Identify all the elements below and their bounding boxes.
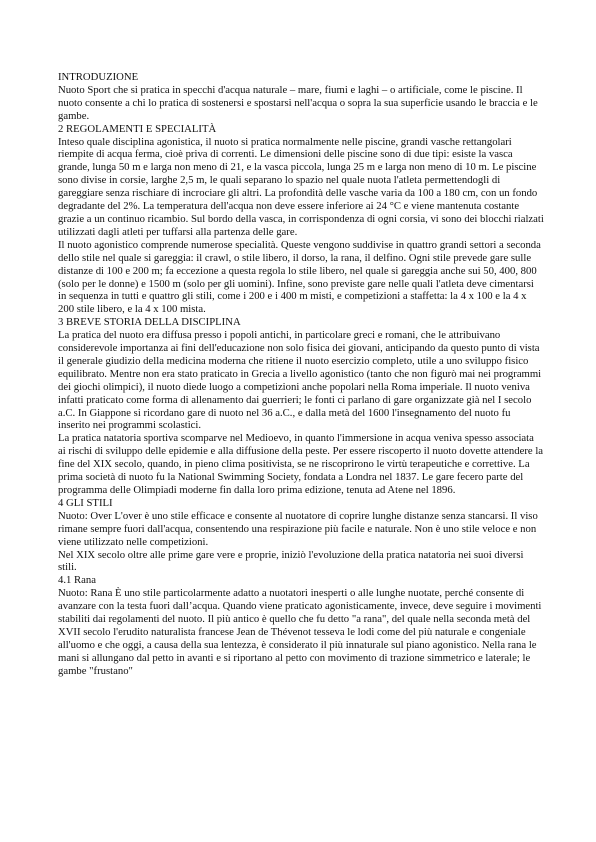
- section-2-paragraph-1: Inteso quale disciplina agonistica, il nuoto si pratica normalmente nelle piscine, grandi vasche rettangolari riempite di acqua ferma, cioè priva di correnti. Le dimensioni delle piscine sono di due tipi: esiste la vasca grande, lunga 50 m e larga non meno di 21, e la vasca piccola, lunga 25 m e larga non meno di 10 m. Le piscine sono divise in corsie, larghe 2,5 m, le quali separano lo spazio nel quale nuota l'atleta permettendogli di gareggiare senza rischiare di incrociare gli altri. La profondità delle vasche varia da 100 a 180 cm, con un fondo degradante del 2%. La temperatura dell'acqua non deve essere inferiore ai 24 °C e viene mantenuta costante grazie a un continuo ricambio. Sul bordo della vasca, in corrispondenza di ogni corsia, vi sono dei blocchi rialzati utilizzati dagli atleti per tuffarsi alla partenza delle gare.: [58, 135, 544, 238]
- subsection-4-1-paragraph: Nuoto: Rana È uno stile particolarmente adatto a nuotatori inesperti o alle lunghe nuotate, perché consente di avanzare con la testa fuori dall’acqua. Quando viene praticato agonisticamente, invece, deve seguire i movimenti stabiliti dai regolamenti del nuoto. Il più antico è quello che fu detto "a rana", del quale nella seconda metà del XVII secolo l'erudito naturalista francese Jean de Thévenot tesseva le lodi come del più naturale e congeniale all'uomo e che oggi, a causa della sua lentezza, è considerato il più innaturale sul piano agonistico. Nella rana le mani si allungano dal petto in avanti e si riportano al petto con movimento di trazione simmetrico e laterale; le gambe "frustano": [58, 587, 542, 677]
- section-4-paragraph-1: Nuoto: Over L'over è uno stile efficace e consente al nuotatore di coprire lunghe distanze senza stancarsi. Il viso rimane sempre fuori dall'acqua, consentendo una respirazione più facile e naturale. Non è uno stile veloce e non viene utilizzato nelle competizioni.: [58, 509, 538, 548]
- intro-paragraph: Nuoto Sport che si pratica in specchi d'acqua naturale – mare, fiumi e laghi – o artificiale, come le piscine. Il nuoto consente a chi lo pratica di sostenersi e spostarsi nell'acqua o sopra la sua superficie usando le braccia e le gambe.: [58, 83, 538, 122]
- section-3-paragraph-2: La pratica natatoria sportiva scomparve nel Medioevo, in quanto l'immersione in acqua veniva spesso associata ai rischi di sviluppo delle epidemie e alla diffusione della peste. Per essere riscoperto il nuoto dovette attendere la fine del XIX secolo, quando, in pieno clima positivista, se ne riscoprirono le virtù terapeutiche e correttive. La prima società di nuoto fu la National Swimming Society, fondata a Londra nel 1837. Le gare fecero parte del programma delle Olimpiadi moderne fin dalla loro prima edizione, tenuta ad Atene nel 1896.: [58, 432, 544, 496]
- intro-heading: INTRODUZIONE: [58, 71, 139, 83]
- section-3-paragraph-1: La pratica del nuoto era diffusa presso i popoli antichi, in particolare greci e romani, che le attribuivano considerevole importanza ai fini dell'educazione non solo fisica dei giovani, anticipando da questo punto di vista il generale giudizio della medicina moderna che ritiene il nuoto esercizio completo, utile a uno sviluppo fisico equilibrato. Mentre non era stato praticato in Grecia a livello agonistico (tanto che non figurò mai nei programmi dei giochi olimpici), il nuoto diede luogo a competizioni anche popolari nella Roma imperiale. Il nuoto veniva infatti praticato come forma di allenamento dai guerrieri; le fonti ci parlano di gare organizzate già nel I secolo a.C. In Giappone si ricordano gare di nuoto nel 36 a.C., e dalla metà del 1600 l'insegnamento del nuoto fu inserito nei programmi scolastici.: [58, 329, 542, 432]
- section-4-heading: 4 GLI STILI: [58, 496, 113, 509]
- section-3-heading: 3 BREVE STORIA DELLA DISCIPLINA: [58, 316, 241, 329]
- subsection-4-1-heading: 4.1 Rana: [58, 574, 96, 587]
- section-2-paragraph-2: Il nuoto agonistico comprende numerose specialità. Queste vengono suddivise in quattro grandi settori a seconda dello stile nel quale si gareggia: il crawl, o stile libero, il dorso, la rana, il delfino. Ogni stile prevede gare sulle distanze di 100 e 200 m; fa eccezione a questa regola lo stile libero, nel quale si gareggia anche sui 50, 400, 800 (solo per le donne) e 1500 m (solo per gli uomini). Infine, sono previste gare nelle quali l'atleta deve cimentarsi in sequenza in tutti e quattro gli stili, come i 200 e i 400 m misti, e competizioni a staffetta: la 4 x 100 e la 4 x 200 stile libero, e la 4 x 100 mista.: [58, 238, 541, 316]
- document-page: [58, 71, 544, 678]
- section-4-paragraph-2: Nel XIX secolo oltre alle prime gare vere e proprie, iniziò l'evoluzione della pratica natatoria nei suoi diversi stili.: [58, 548, 524, 574]
- section-2-heading: 2 REGOLAMENTI E SPECIALITÀ: [58, 122, 217, 135]
